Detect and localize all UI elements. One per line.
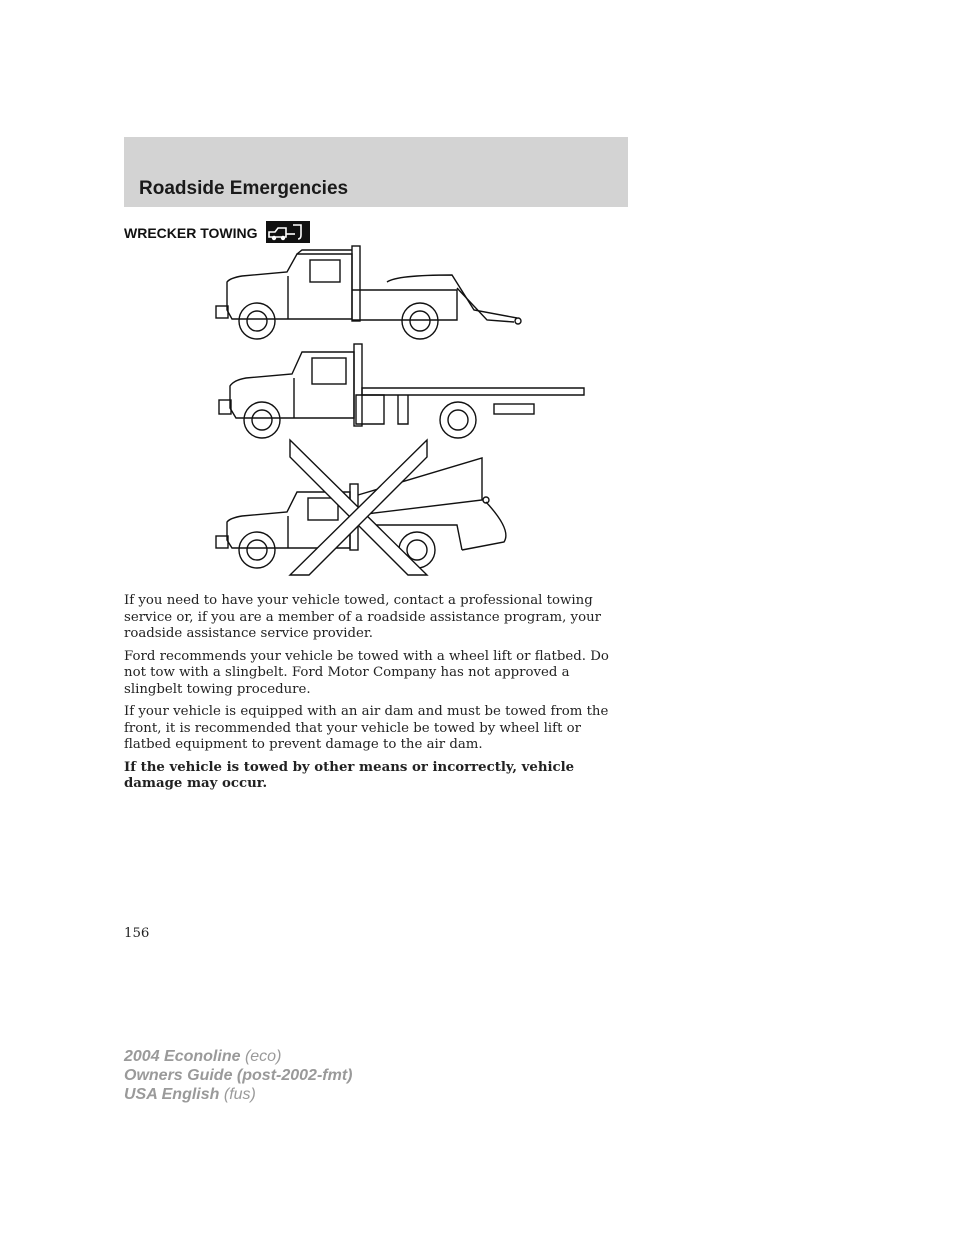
footer-model: 2004 Econoline xyxy=(124,1048,241,1065)
paragraph-contact-towing: If you need to have your vehicle towed, contact a professional towing service or, if you are a member of a roadside assistance program, your roadside assistance service provider. xyxy=(124,593,601,641)
slingbelt-truck-illustration xyxy=(216,440,506,575)
footer-guide: Owners Guide (post-2002-fmt) xyxy=(124,1067,353,1084)
body-text xyxy=(124,593,624,799)
footer-line-3 xyxy=(124,1085,352,1104)
footer-line-2 xyxy=(124,1066,352,1085)
footer-language: USA English xyxy=(124,1086,220,1103)
towing-illustrations xyxy=(212,240,592,580)
footer xyxy=(124,1047,352,1104)
footer-model-code: (eco) xyxy=(244,1048,282,1065)
header-band xyxy=(124,137,628,207)
footer-language-code: (fus) xyxy=(223,1086,256,1103)
paragraph-air-dam: If your vehicle is equipped with an air dam and must be towed from the front, it is recommended that your vehicle be towed by wheel lift or flatbed equipment to prevent damage to the air dam. xyxy=(124,704,609,752)
flatbed-truck-illustration xyxy=(219,344,584,438)
wrecker-towing-label: WRECKER TOWING xyxy=(124,225,258,241)
warning-text: If the vehicle is towed by other means or incorrectly, vehicle damage may occur. xyxy=(124,759,575,791)
section-title: Roadside Emergencies xyxy=(139,178,349,199)
paragraph-ford-recommends: Ford recommends your vehicle be towed with a wheel lift or flatbed. Do not tow with a slingbelt. Ford Motor Company has not approved a slingbelt towing procedure. xyxy=(124,648,609,697)
footer-line-1 xyxy=(124,1047,352,1066)
wheel-lift-truck-illustration xyxy=(216,246,521,339)
page-number: 156 xyxy=(124,926,150,941)
